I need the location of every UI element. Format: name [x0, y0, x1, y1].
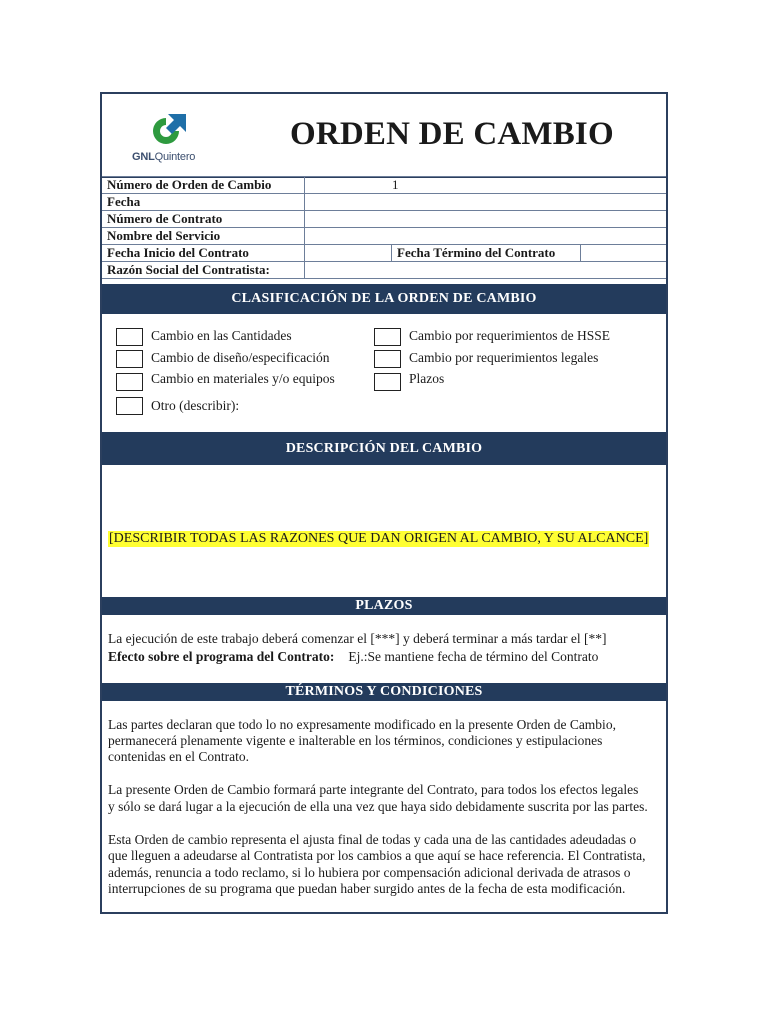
- info-table: [102, 176, 666, 279]
- gnl-arrow-icon: [146, 114, 190, 150]
- plazos-text: La ejecución de este trabajo deberá comenzar el [***] y deberá terminar a más tardar el [**]: [108, 631, 607, 646]
- efecto-label: Efecto sobre el programa del Contrato:: [108, 649, 335, 664]
- logo-name: GNL: [132, 151, 155, 163]
- table-row: [102, 245, 666, 262]
- terminos-p1-line: contenidas en el Contrato.: [108, 749, 249, 764]
- logo-sub: Quintero: [154, 151, 196, 163]
- clasificacion-header: CLASIFICACIÓN DE LA ORDEN DE CAMBIO: [102, 284, 666, 314]
- checkbox[interactable]: [374, 373, 401, 391]
- option-label: Otro (describir):: [151, 398, 240, 413]
- table-row: [102, 194, 666, 211]
- checkbox[interactable]: [116, 328, 143, 346]
- option-label: Cambio de diseño/especificación: [151, 350, 330, 365]
- table-row: [102, 228, 666, 245]
- numero-contrato-label: Número de Contrato: [102, 211, 305, 228]
- numero-orden-label: Número de Orden de Cambio: [102, 177, 305, 194]
- fecha-label: Fecha: [102, 194, 305, 211]
- terminos-p1-line: permanecerá plenamente vigente e inalterable en los términos, condiciones y estipulaciones: [108, 733, 603, 748]
- option-label: Cambio en las Cantidades: [151, 328, 292, 343]
- checkbox[interactable]: [374, 350, 401, 368]
- table-row: [102, 211, 666, 228]
- fecha-termino-field[interactable]: [581, 245, 667, 262]
- form-header: [102, 94, 666, 178]
- nombre-servicio-field[interactable]: [305, 228, 667, 245]
- fecha-termino-label: Fecha Término del Contrato: [392, 245, 581, 262]
- numero-orden-value: 1: [392, 177, 399, 192]
- fecha-inicio-field[interactable]: [305, 245, 392, 262]
- razon-social-field[interactable]: [305, 262, 667, 279]
- terminos-p1-line: Las partes declaran que todo lo no expresamente modificado en la presente Orden de Cambio,: [108, 717, 616, 732]
- fecha-inicio-label: Fecha Inicio del Contrato: [102, 245, 305, 262]
- plazos-header: PLAZOS: [102, 597, 666, 615]
- checkbox[interactable]: [116, 350, 143, 368]
- terminos-p3-line: Esta Orden de cambio representa el ajusta final de todas y cada una de las cantidades adeudadas o: [108, 832, 637, 847]
- terminos-p3-line: interrupciones de su programa que puedan haber surgido antes de la fecha de esta modificación.: [108, 881, 626, 896]
- numero-contrato-field[interactable]: [305, 211, 667, 228]
- option-label: Cambio por requerimientos legales: [409, 350, 599, 365]
- change-order-form: [100, 92, 668, 914]
- efecto-value: Ej.:Se mantiene fecha de término del Contrato: [348, 649, 599, 664]
- logo-text: [132, 151, 195, 163]
- terminos-p2-line: y sólo se dará lugar a la ejecución de ella una vez que haya sido debidamente suscrita por las partes.: [108, 799, 648, 814]
- razon-social-label: Razón Social del Contratista:: [102, 262, 305, 279]
- company-logo: [130, 114, 220, 164]
- efecto-line: [108, 649, 598, 665]
- table-row: [102, 177, 666, 194]
- terminos-p3-line: además, renuncia a todo reclamo, si lo hubiera por compensación adicional derivada de atrasos o: [108, 865, 631, 880]
- page-title: ORDEN DE CAMBIO: [290, 116, 614, 152]
- terminos-header: TÉRMINOS Y CONDICIONES: [102, 683, 666, 701]
- descripcion-header: DESCRIPCIÓN DEL CAMBIO: [102, 432, 666, 465]
- option-label: Cambio en materiales y/o equipos: [151, 371, 335, 386]
- fecha-field[interactable]: [305, 194, 667, 211]
- nombre-servicio-label: Nombre del Servicio: [102, 228, 305, 245]
- option-label: Cambio por requerimientos de HSSE: [409, 328, 610, 343]
- checkbox[interactable]: [116, 397, 143, 415]
- descripcion-placeholder[interactable]: [DESCRIBIR TODAS LAS RAZONES QUE DAN ORIGEN AL CAMBIO, Y SU ALCANCE]: [109, 531, 649, 546]
- option-label: Plazos: [409, 371, 445, 386]
- numero-orden-field[interactable]: [305, 177, 667, 194]
- terminos-p3-line: que lleguen a adeudarse al Contratista por los cambios a que aquí se hace referencia. El Contratista,: [108, 848, 646, 863]
- checkbox[interactable]: [374, 328, 401, 346]
- terminos-p2-line: La presente Orden de Cambio formará parte integrante del Contrato, para todos los efectos legales: [108, 782, 639, 797]
- table-row: [102, 262, 666, 279]
- checkbox[interactable]: [116, 373, 143, 391]
